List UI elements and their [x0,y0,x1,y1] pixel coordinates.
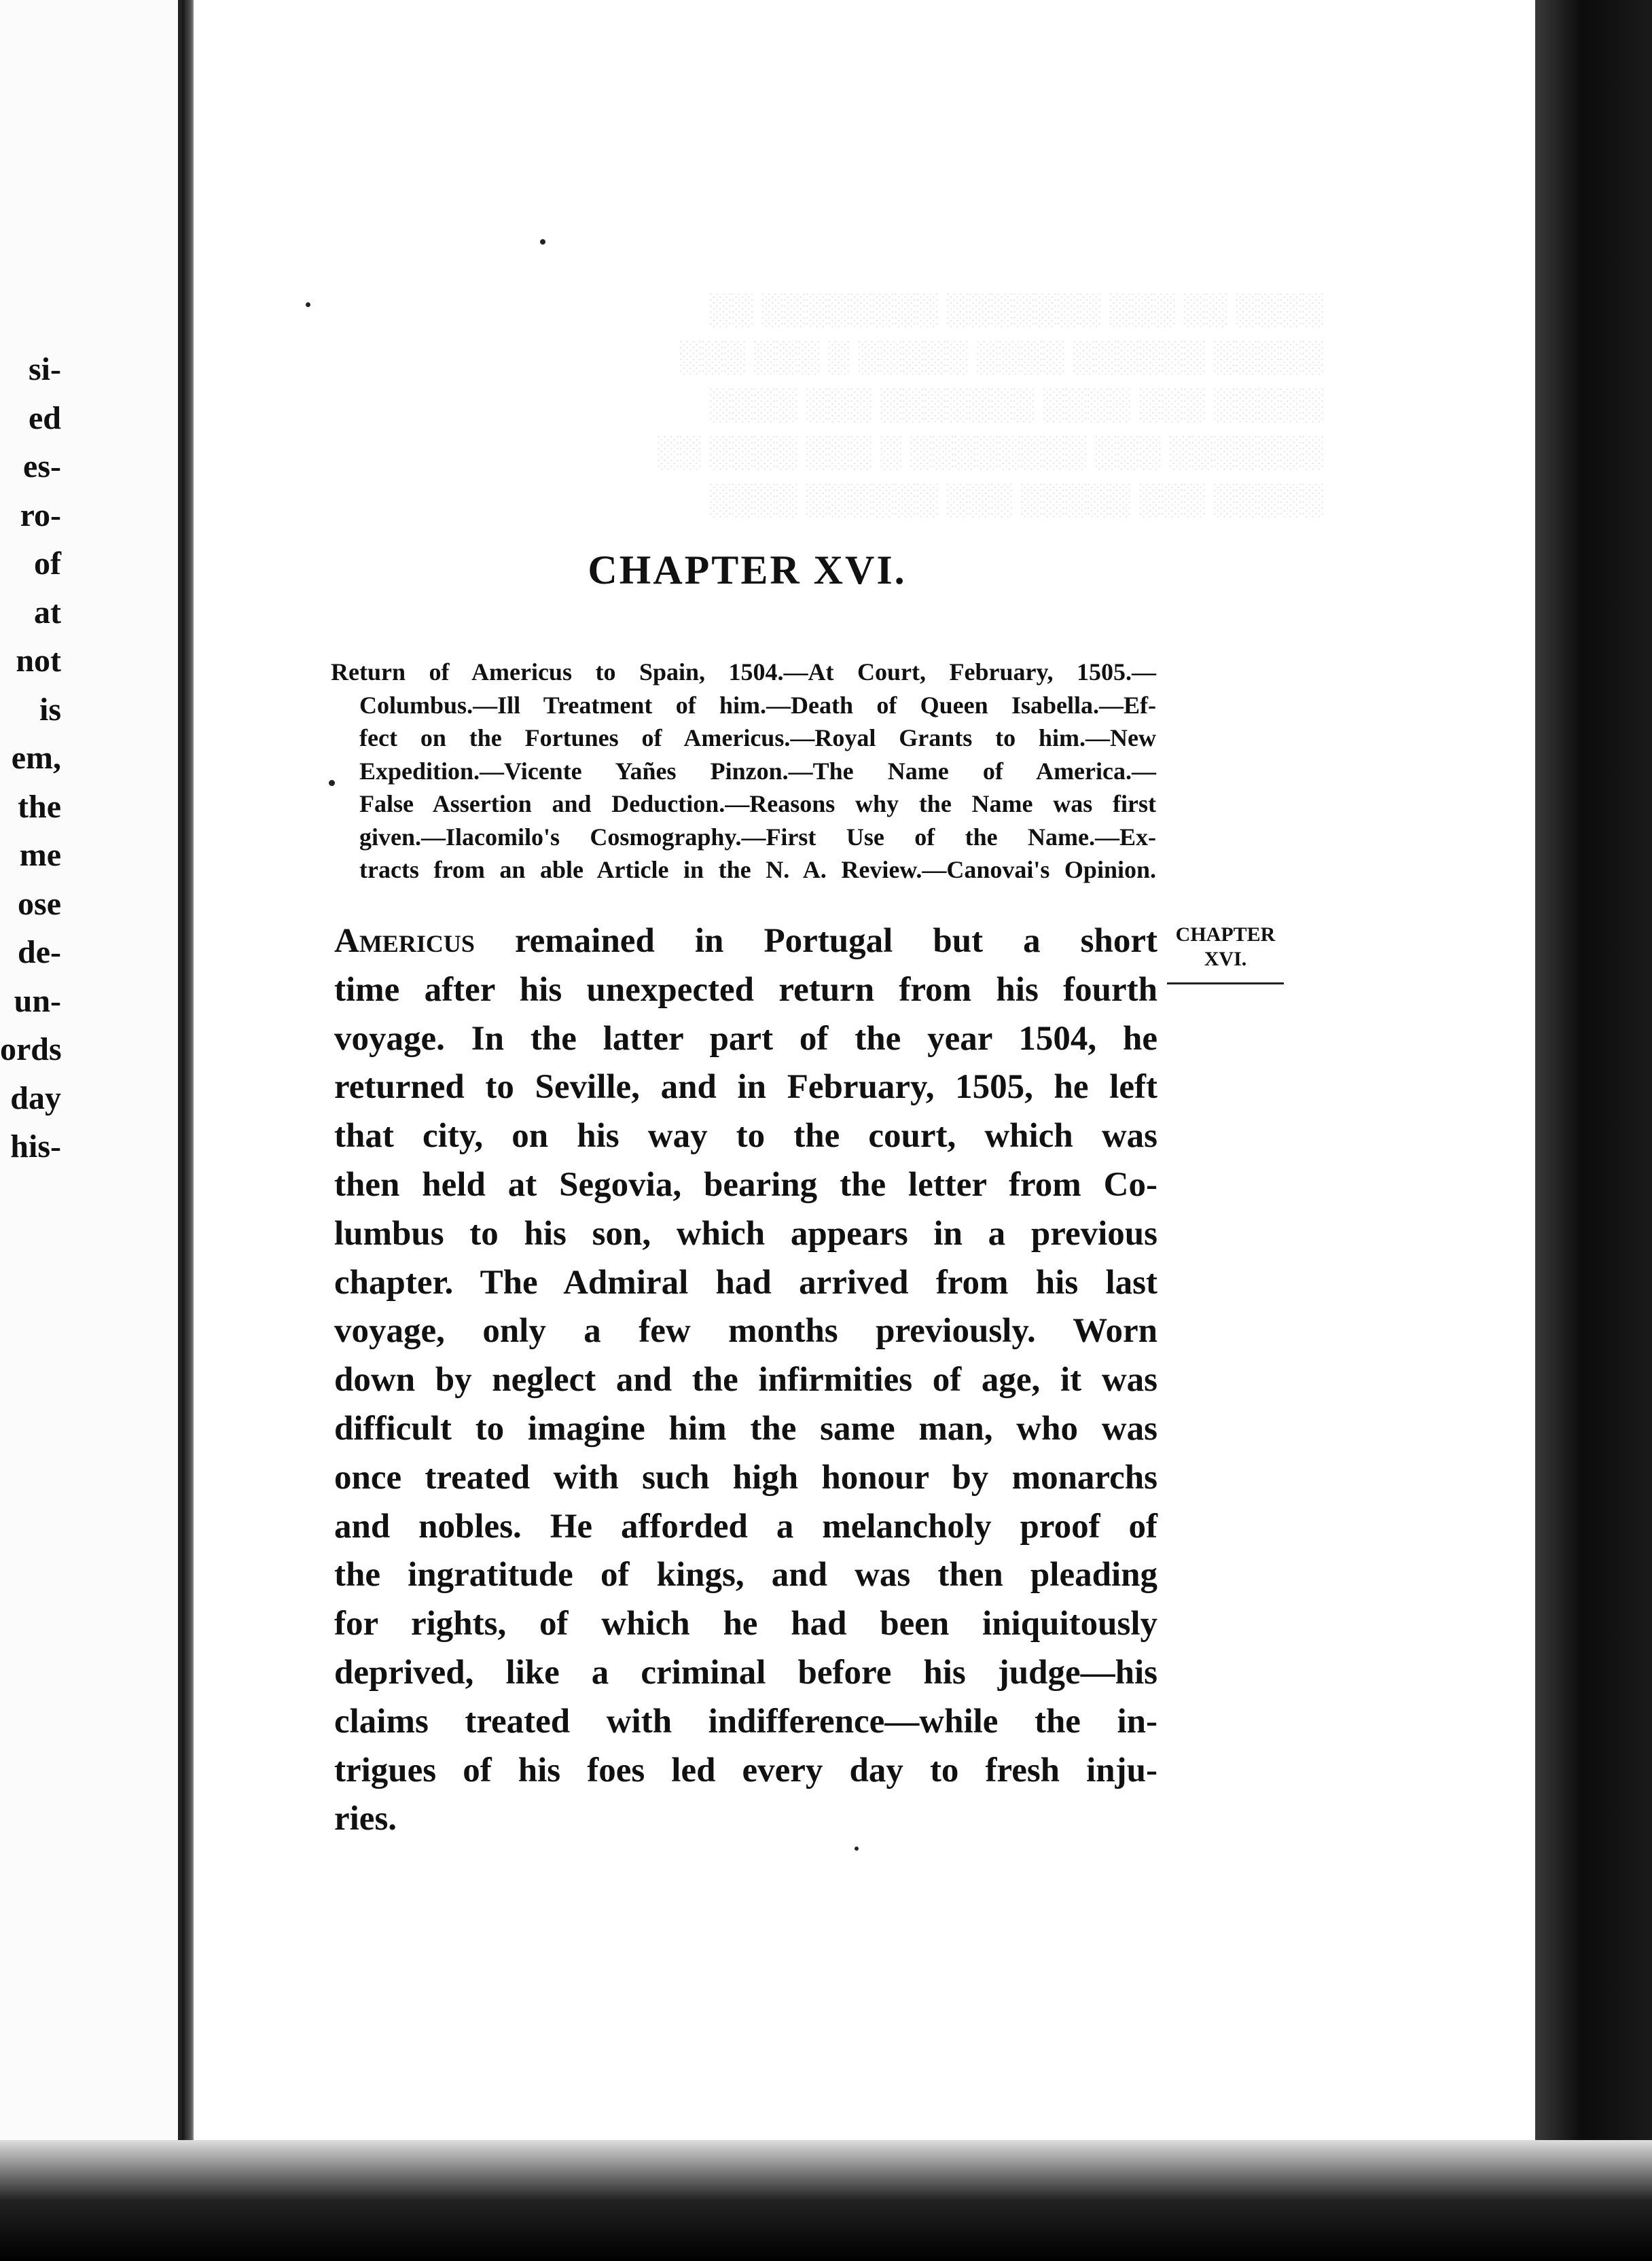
previous-page-fragment: day [10,1080,61,1116]
previous-page-fragment: me [19,837,61,873]
scan-speck [540,239,545,245]
body-line: the ingratitude of kings, and was then pleading [334,1556,1157,1595]
previous-page-fragment: si- [29,351,61,387]
previous-page-fragment: ed [29,399,61,436]
body-line: once treated with such high honour by monarchs [334,1458,1157,1497]
scan-speck [306,302,310,307]
margin-note-number: XVI. [1204,948,1247,970]
body-line: time after his unexpected return from his fourth [334,970,1157,1009]
scan-speck [329,780,335,786]
previous-page-fragment: is [39,691,61,728]
previous-page-fragment: ro- [20,497,61,533]
body-line: deprived, like a criminal before his judge—his [334,1653,1157,1692]
body-line: voyage. In the latter part of the year 1504, he [334,1019,1157,1058]
body-line: chapter. The Admiral had arrived from his last [334,1263,1157,1302]
body-line: returned to Seville, and in February, 1505, he left [334,1068,1157,1107]
body-line: that city, on his way to the court, which was [334,1117,1157,1156]
body-line: lumbus to his son, which appears in a previous [334,1214,1157,1253]
body-line-first [334,917,1157,966]
body-line: and nobles. He afforded a melancholy proof of [334,1507,1157,1546]
previous-page-fragment: at [34,594,61,630]
previous-page-fragment: ords [0,1031,62,1067]
chapter-title: CHAPTER XVI. [588,548,907,592]
body-line: claims treated with indifference—while the in- [334,1702,1157,1741]
previous-page-fragment: es- [23,448,61,484]
previous-page-edge [0,0,182,2140]
body-line: ries. [334,1800,397,1838]
previous-page-text-fragments [0,345,61,1171]
summary-line: fect on the Fortunes of Americus.—Royal Grants to him.—New [359,724,1156,751]
previous-page-fragment: not [16,643,61,679]
body-line: voyage, only a few months previously. Worn [334,1312,1157,1351]
previous-page-fragment: the [18,788,61,825]
book-binding-edge [1535,0,1652,2261]
margin-note-chapter: CHAPTER [1175,923,1276,946]
previous-page-fragment: ose [18,885,61,922]
body-line: difficult to imagine him the same man, who was [334,1409,1157,1448]
drop-word: Americus [334,922,475,960]
previous-page-fragment: his- [10,1128,61,1164]
body-line: trigues of his foes led every day to fresh inju- [334,1751,1157,1790]
scan-speck [855,1847,859,1851]
scanner-bottom-edge [0,2140,1652,2261]
margin-chapter-note [1167,923,1284,984]
summary-line: tracts from an able Article in the N. A. Review.—Canovai's Opinion. [359,856,1156,883]
previous-page-fragment: em, [11,740,61,776]
summary-line: given.—Ilacomilo's Cosmography.—First Use of the Name.—Ex- [359,823,1156,851]
body-line: then held at Segovia, bearing the letter from Co- [334,1165,1157,1204]
margin-note-rule [1167,982,1284,984]
body-line: down by neglect and the infirmities of age, it was [334,1361,1157,1400]
body-line: for rights, of which he had been iniquitously [334,1605,1157,1643]
chapter-summary [331,656,1156,887]
summary-line: Return of Americus to Spain, 1504.—At Court, February, 1505.— [331,658,1156,686]
first-line-rest: remained in Portugal but a short [514,922,1158,960]
summary-line: False Assertion and Deduction.—Reasons why the Name was first [359,790,1156,817]
body-paragraph [334,917,1157,1844]
summary-line: Expedition.—Vicente Yañes Pinzon.—The Name of America.— [359,757,1156,785]
previous-page-fragment: un- [14,982,61,1019]
previous-page-fragment: de- [18,934,61,970]
summary-line: Columbus.—Ill Treatment of him.—Death of Queen Isabella.—Ef- [359,691,1156,719]
previous-page-fragment: of [34,546,61,582]
